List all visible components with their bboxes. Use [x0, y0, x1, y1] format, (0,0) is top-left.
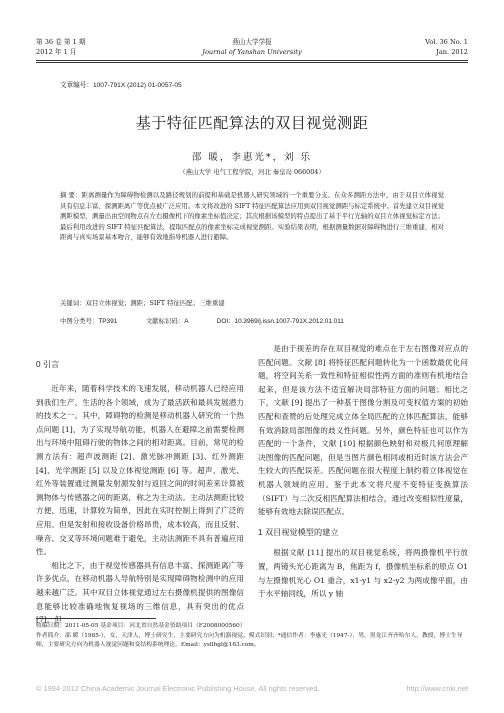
intro-paragraph-1: 近年来，随着科学技术的飞速发展，移动机器人已经应用到我们生产、生活的各个领域，成为了最活跃和最具发展潜力的技术之一。其中，障碍物的检测是移动机器人研究的一个热点问题 [1]，为了实现导航功能，机器人在避障之前需要检测出与环境中阻碍行驶的物体之间的相对距离。目前，常见的检测方法有：超声波测距 [2]、激光脉冲测距 [3]、红外测距 [4]、光学测距 [5] 以及立体视觉测距 [6] 等。超声、激光、红外等装置通过测量发射源发射与返回之间的时间差来计算被测物体与传感器之间的距离，称之为主动法。主动法测距比较方便、迅速，计算较为简单，因此在实时控制上得到了广泛的应用。但是发射和接收设备价格昂贵，成本较高，而且反射、噪音、交叉等环境问题难于避免，主动法测距不具有普遍应用性。 — [36, 384, 244, 557]
header-rule-bottom — [36, 62, 468, 63]
header-journal-cn: 燕山大学学报 — [232, 38, 272, 46]
doi-label: DOI： — [216, 318, 235, 325]
clc-label: 中图分类号： — [60, 318, 99, 325]
footnote-rule — [36, 618, 156, 619]
model-paragraph-1: 根据文献 [11] 提出的双目视觉系统，将两摄像机平行放置，两镜头光心距离为 B，焦距为 f，摄像机坐标系的原点 O1 与左摄像机光心 O1 重合，x1-y1 与 x2-y2 为两成像平面，由于水平轴同线，所以 y 轴 — [258, 548, 468, 599]
doi-link[interactable]: 10.3969/j.issn.1007-791X.2012.01.011 — [234, 318, 344, 325]
keywords: 关键词：双目立体视觉；测距；SIFT 特征匹配；三维重建 — [60, 299, 225, 307]
classification-line — [60, 316, 444, 325]
page-footer — [36, 684, 468, 693]
header-date-en: Jan. 2012 — [436, 48, 468, 56]
article-number: 文章编号：1007-791X (2012) 01-0057-05 — [60, 82, 182, 89]
footnote-author-bio: 作者简介：邵 暖（1985-），女，天津人，博士研究生，主要研究方向为机器视觉、模式识别；*通信作者：李惠光（1947-），男，黑龙江齐齐哈尔人，教授，博士生导师，主要研究方向为机器人视觉问题和变结构系统理论，Email：ysllhgl@163.com。 — [36, 633, 463, 648]
right-column — [258, 342, 468, 601]
paper-authors: 邵 暖，李惠光*，刘 乐 — [191, 152, 313, 163]
footer-url[interactable]: http://www.cnki.net — [406, 684, 468, 693]
intro-paragraph-2: 相比之下，由于视觉传感器具有信息丰富、探测距离广等许多优点，在移动机器人导航特别是实现障碍物检测中的应用越来越广泛。其中双目立体视觉通过左右摄像机提供的图像信息能够比较准确地恢复视场的三维信息，具有突出的优点 [7]，但 — [36, 560, 244, 625]
doc-label: 文献标识码： — [145, 318, 185, 325]
left-column — [36, 382, 244, 627]
intro-paragraph-3: 是由于视差的存在双目视觉的难点在于左右图像对应点的匹配问题。文献 [8] 将特征匹配问题转化为一个函数最优化问题，将空间关系一致性和特征相似性两方面的准则有机地结合起来，但是该方法不适宜解决局部特征方面的问题；相比之下，文献 [9] 提出了一种基于图像分割及可变权值方案的初始匹配和查赞的后处理完成立体全局匹配的立体匹配算法，能够有效消除局部图像的歧义性问题。另外，颜色特征也可以作为匹配的一个条件，文献 [10] 根据颜色映射和对极几何原理解决图像的匹配问题，但是当图片颜色相同或相近时该方法会产生较大的匹配误差。匹配问题在很大程度上制约着立体视觉在机器人领域的应用。鉴于此本文将尺度不变特征变换算法（SIFT）与二次反相匹配算法相结合，通过改变相似性度量，能够有效地去除误匹配点。 — [258, 344, 468, 517]
footer-copyright: © 1994-2012 China Academic Journal Electronic Publishing House. All rights reserved. — [36, 684, 320, 693]
footnote-received: 收稿日期：2011-05-05 基金项目：河北省自然基金资助项目（F2008000560） — [36, 623, 246, 629]
header-volume-en: Vol. 36 No. 1 — [425, 38, 468, 46]
paper-title: 基于特征匹配算法的双目视觉测距 — [135, 114, 369, 132]
header-rule-top — [36, 60, 468, 61]
header-volume-cn: 第 36 卷 第 1 期 — [36, 38, 86, 46]
section-heading-model: 1 双目视觉模型的建立 — [258, 527, 339, 537]
header-date-cn: 2012 年 1 月 — [36, 48, 77, 56]
paper-affiliation: （燕山大学 电气工程学院，河北 秦皇岛 066004） — [179, 168, 325, 176]
doc-code: A — [184, 318, 189, 325]
abstract: 摘 要：距离测量作为障碍物检测以及路径规划的前提和基础是机器人研究领域的一个重要分支。在众多测距方法中，由于双目立体视觉具有信息丰富、探测距离广等优点被广泛应用。本文将改进的 SIFT 特征匹配算法应用到双目视觉测距与标定系统中。首先建立双目视觉测距模型，测量出由空间物点在左右摄像机下的像素坐标值决定；其次根据该模型的特点提出了基于平行光轴的双目立体视觉标定方法；最后利用改进的 SIFT 特征匹配算法，提取匹配点的像素坐标完成视觉测距。实验结果表明，根据测量数据对障碍物进行三维重建，相对距离与真实场景基本吻合，能够有效地指导机器人进行避障。 — [60, 191, 444, 242]
clc-code: TP391 — [98, 318, 118, 325]
header-journal-en: Journal of Yanshan University — [202, 48, 302, 56]
section-heading-intro: 0 引言 — [36, 360, 60, 369]
